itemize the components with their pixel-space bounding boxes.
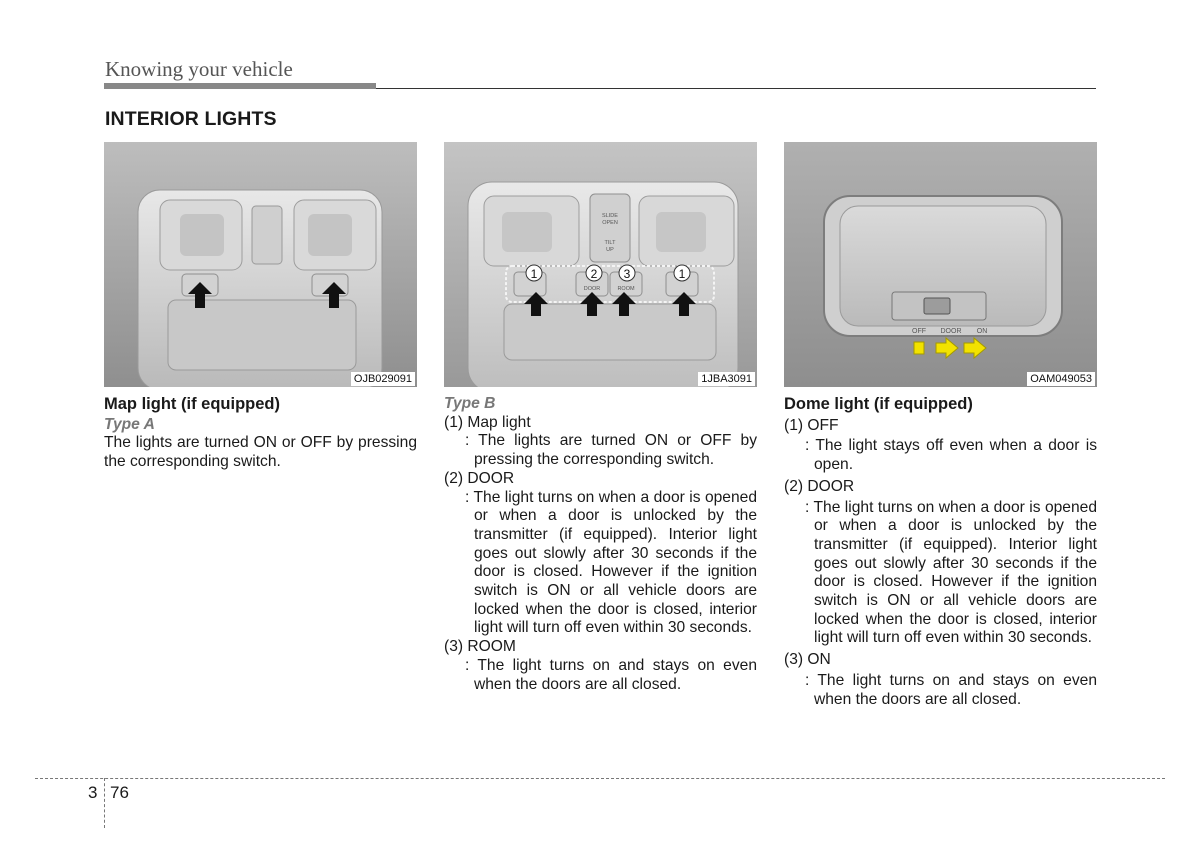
- page-number: 76: [110, 783, 129, 802]
- map-light-type-a-photo: [104, 142, 417, 387]
- on-label: ON: [976, 328, 988, 335]
- door-label: DOOR: [940, 328, 962, 335]
- off-label: OFF: [912, 328, 926, 335]
- door-label: DOOR: [583, 286, 601, 292]
- callout-3: 3: [623, 267, 631, 281]
- type-a-label: Type A: [104, 415, 155, 433]
- open-label: OPEN: [602, 220, 618, 226]
- item-label: (2) DOOR: [444, 469, 515, 487]
- up-label: UP: [606, 247, 614, 253]
- header-rule-thick: [104, 83, 376, 89]
- image-code: OJB029091: [351, 372, 415, 386]
- chapter-title: Knowing your vehicle: [105, 57, 293, 81]
- type-b-label: Type B: [444, 395, 496, 412]
- header-rule-thin: [376, 88, 1096, 89]
- map-light-type-b-column: [444, 395, 757, 694]
- item-label: (1) OFF: [784, 416, 839, 434]
- off-marker-icon: [914, 342, 924, 354]
- footer-divider: [104, 778, 105, 828]
- callout-1b: 1: [678, 267, 686, 281]
- item-label: (1) Map light: [444, 413, 531, 431]
- room-label: ROOM: [617, 286, 635, 292]
- callout-1: 1: [530, 267, 538, 281]
- dome-light-column: [784, 395, 1097, 709]
- tilt-label: TILT: [604, 240, 616, 246]
- dome-light-photo: [784, 142, 1097, 387]
- item-description: : The light turns on when a door is opened or when a door is unlocked by the transmitter (if equipped). Interior light goes out slowly after 30 seconds if the door is closed. However if the ignition switch is ON or all vehicle doors are locked when the door is closed, interior light will turn off even within 30 seconds.: [805, 498, 1097, 647]
- image-code: OAM049053: [1027, 372, 1095, 386]
- map-light-type-a-column: [104, 395, 417, 472]
- item-description: : The light turns on and stays on even when the doors are all closed.: [465, 656, 757, 693]
- slide-label: SLIDE: [602, 213, 618, 219]
- type-a-text: The lights are turned ON or OFF by pressing the corresponding switch.: [104, 434, 417, 471]
- callout-2: 2: [590, 267, 598, 281]
- item-description: : The light stays off even when a door is open.: [805, 437, 1097, 474]
- item-label: (3) ROOM: [444, 638, 516, 656]
- image-code: 1JBA3091: [698, 372, 755, 386]
- footer-rule: [35, 778, 1165, 779]
- item-description: : The lights are turned ON or OFF by pressing the corresponding switch.: [465, 432, 757, 469]
- item-description: : The light turns on and stays on even when the doors are all closed.: [805, 671, 1097, 708]
- map-light-heading: Map light (if equipped): [104, 395, 280, 413]
- item-description: : The light turns on when a door is opened or when a door is unlocked by the transmitter (if equipped). Interior light goes out slowly after 30 seconds if the door is closed. However if the ignition switch is ON or all vehicle doors are locked when the door is closed, interior light will turn off even within 30 seconds.: [465, 488, 757, 637]
- item-label: (2) DOOR: [784, 477, 855, 495]
- item-label: (3) ON: [784, 651, 831, 669]
- dome-light-heading: Dome light (if equipped): [784, 395, 973, 413]
- chapter-number: 3: [88, 783, 98, 802]
- section-title: INTERIOR LIGHTS: [105, 108, 277, 130]
- map-light-type-b-photo: [444, 142, 757, 387]
